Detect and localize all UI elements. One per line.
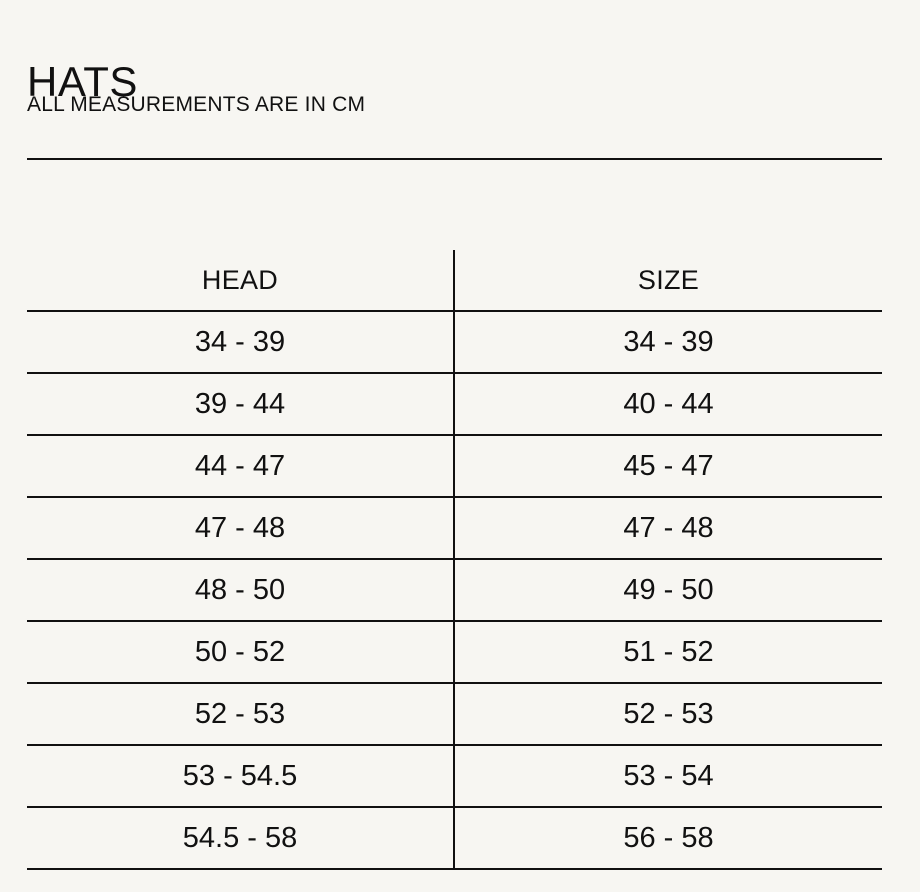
table-row (27, 621, 882, 683)
head-measurement-cell: 34 - 39 (27, 311, 454, 373)
head-measurement-cell: 53 - 54.5 (27, 745, 454, 807)
size-cell: 53 - 54 (454, 745, 882, 807)
size-cell: 56 - 58 (454, 807, 882, 869)
table-row (27, 683, 882, 745)
table-row (27, 497, 882, 559)
table-row (27, 435, 882, 497)
head-measurement-cell: 50 - 52 (27, 621, 454, 683)
head-measurement-cell: 47 - 48 (27, 497, 454, 559)
size-cell: 34 - 39 (454, 311, 882, 373)
column-header-size: SIZE (454, 250, 882, 311)
size-cell: 47 - 48 (454, 497, 882, 559)
head-measurement-cell: 54.5 - 58 (27, 807, 454, 869)
table-row (27, 559, 882, 621)
table-row (27, 311, 882, 373)
table-row (27, 745, 882, 807)
page-title: HATS (27, 58, 138, 106)
table-header-row (27, 250, 882, 311)
size-cell: 45 - 47 (454, 435, 882, 497)
size-cell: 40 - 44 (454, 373, 882, 435)
header-divider (27, 158, 882, 160)
head-measurement-cell: 52 - 53 (27, 683, 454, 745)
head-measurement-cell: 39 - 44 (27, 373, 454, 435)
size-cell: 52 - 53 (454, 683, 882, 745)
measurement-note: ALL MEASUREMENTS ARE IN CM (27, 93, 366, 116)
head-measurement-cell: 44 - 47 (27, 435, 454, 497)
table-row (27, 807, 882, 869)
hat-size-table (27, 250, 882, 870)
table-row (27, 373, 882, 435)
size-cell: 49 - 50 (454, 559, 882, 621)
size-cell: 51 - 52 (454, 621, 882, 683)
column-header-head: HEAD (27, 250, 454, 311)
head-measurement-cell: 48 - 50 (27, 559, 454, 621)
